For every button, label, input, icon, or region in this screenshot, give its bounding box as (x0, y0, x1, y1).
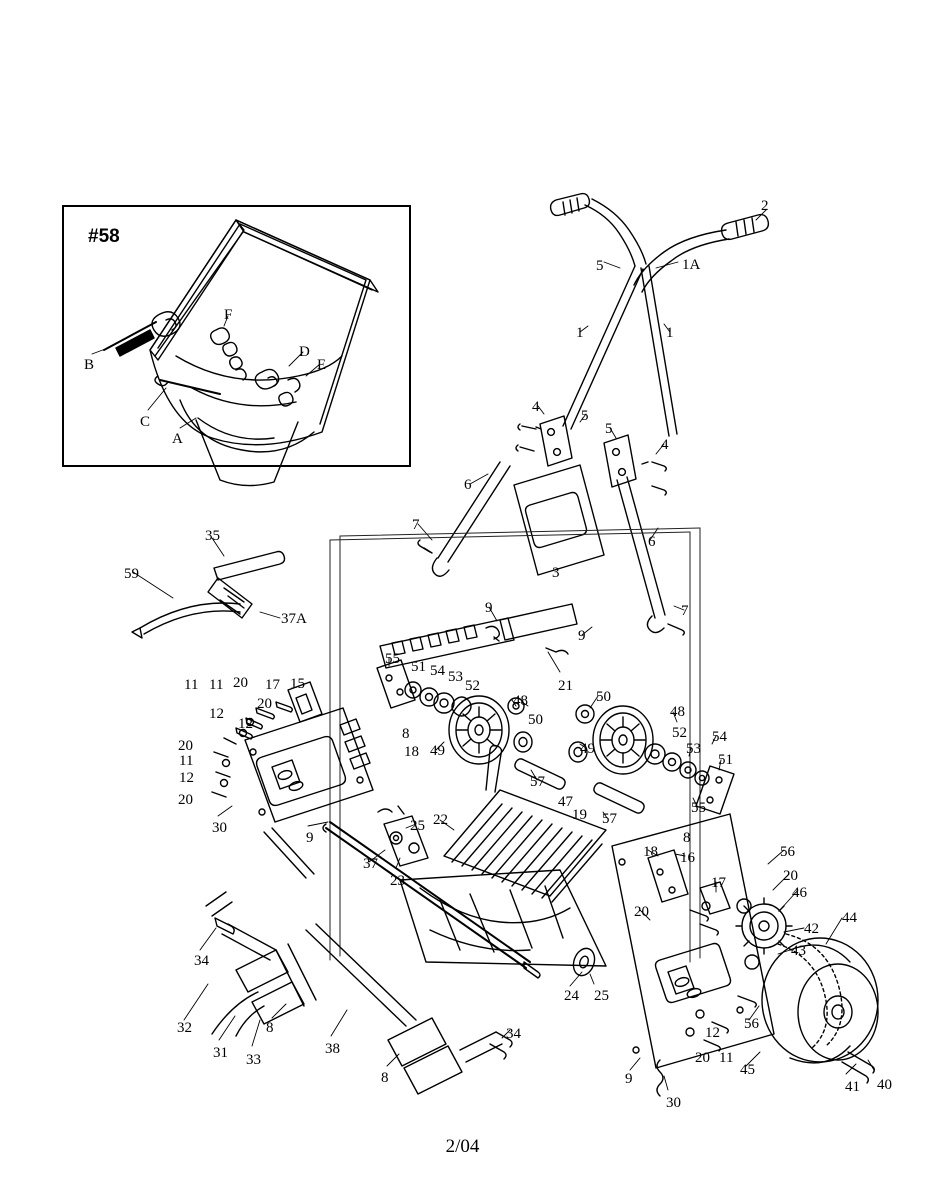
callout-48: 48 (670, 704, 685, 720)
callout-9: 9 (485, 600, 493, 616)
callout-12: 12 (209, 706, 224, 722)
callout-53: 53 (686, 741, 701, 757)
callout-50: 50 (528, 712, 543, 728)
callout-41: 41 (845, 1079, 860, 1095)
callout-53: 53 (448, 669, 463, 685)
callout-4: 4 (661, 437, 669, 453)
callout-52: 52 (672, 725, 687, 741)
callout-30: 30 (212, 820, 227, 836)
callout-34: 34 (506, 1026, 521, 1042)
callout-49: 49 (580, 741, 595, 757)
callout-20: 20 (178, 792, 193, 808)
callout-19: 19 (572, 807, 587, 823)
callout-7: 7 (412, 517, 420, 533)
inset-callout-A: A (172, 431, 183, 447)
inset-callout-E: E (317, 357, 327, 373)
callout-18: 18 (404, 744, 419, 760)
inset-callout-B: B (84, 357, 95, 373)
callout-25: 25 (410, 818, 425, 834)
callout-42: 42 (804, 921, 819, 937)
callout-54: 54 (712, 729, 727, 745)
callout-30: 30 (666, 1095, 681, 1111)
callout-35: 35 (205, 528, 220, 544)
callout-23: 23 (390, 873, 405, 889)
callout-2: 2 (761, 198, 769, 214)
callout-9: 9 (306, 830, 314, 846)
callout-8: 8 (266, 1020, 274, 1036)
callout-11: 11 (209, 677, 224, 693)
callout-5: 5 (605, 421, 613, 437)
callout-17: 17 (265, 677, 280, 693)
callout-4: 4 (532, 399, 540, 415)
callout-44: 44 (842, 910, 857, 926)
inset-callout-F: F (224, 307, 233, 323)
callout-18: 18 (643, 844, 658, 860)
inset-callout-D: D (299, 344, 310, 360)
callout-6: 6 (648, 534, 656, 550)
callout-33: 33 (246, 1052, 261, 1068)
callout-1: 1 (576, 325, 584, 341)
callout-56: 56 (780, 844, 795, 860)
callout-55: 55 (691, 800, 706, 816)
callout-22: 22 (433, 812, 448, 828)
callout-6: 6 (464, 477, 472, 493)
callout-20: 20 (257, 696, 272, 712)
callout-12: 12 (238, 716, 253, 732)
callout-3: 3 (552, 565, 560, 581)
callout-45: 45 (740, 1062, 755, 1078)
callout-8: 8 (683, 830, 691, 846)
callout-48: 48 (513, 693, 528, 709)
inset-title: #58 (88, 226, 120, 247)
callout-59: 59 (124, 566, 139, 582)
callout-20: 20 (783, 868, 798, 884)
callout-52: 52 (465, 678, 480, 694)
callout-20: 20 (634, 904, 649, 920)
callout-56: 56 (744, 1016, 759, 1032)
callout-46: 46 (792, 885, 807, 901)
callout-37A: 37A (281, 611, 307, 627)
callout-49: 49 (430, 743, 445, 759)
callout-9: 9 (578, 628, 586, 644)
footer-date: 2/04 (445, 1136, 480, 1157)
callout-20: 20 (695, 1050, 710, 1066)
callout-43: 43 (791, 943, 806, 959)
callout-55: 55 (385, 651, 400, 667)
callout-9: 9 (625, 1071, 633, 1087)
callout-38: 38 (325, 1041, 340, 1057)
callout-20: 20 (178, 738, 193, 754)
callout-51: 51 (411, 659, 426, 675)
callout-12: 12 (179, 770, 194, 786)
callout-5: 5 (581, 408, 589, 424)
callout-11: 11 (179, 753, 194, 769)
callout-37: 37 (363, 856, 378, 872)
callout-32: 32 (177, 1020, 192, 1036)
callout-47: 47 (558, 794, 573, 810)
callout-15: 15 (290, 676, 305, 692)
callout-5: 5 (596, 258, 604, 274)
callout-50: 50 (596, 689, 611, 705)
callout-21: 21 (558, 678, 573, 694)
callout-40: 40 (877, 1077, 892, 1093)
callout-24: 24 (564, 988, 579, 1004)
callout-7: 7 (681, 603, 689, 619)
callout-12: 12 (705, 1025, 720, 1041)
callout-51: 51 (718, 752, 733, 768)
callout-8: 8 (402, 726, 410, 742)
callout-34: 34 (194, 953, 209, 969)
callout-1A: 1A (682, 257, 701, 273)
callout-54: 54 (430, 663, 445, 679)
callout-11: 11 (184, 677, 199, 693)
callout-20: 20 (233, 675, 248, 691)
callout-17: 17 (711, 875, 726, 891)
callout-11: 11 (719, 1050, 734, 1066)
callout-16: 16 (680, 850, 695, 866)
callout-25: 25 (594, 988, 609, 1004)
callout-8: 8 (381, 1070, 389, 1086)
callout-1: 1 (666, 325, 674, 341)
callout-31: 31 (213, 1045, 228, 1061)
callout-57: 57 (602, 811, 617, 827)
callout-57: 57 (530, 774, 545, 790)
inset-callout-C: C (140, 414, 151, 430)
